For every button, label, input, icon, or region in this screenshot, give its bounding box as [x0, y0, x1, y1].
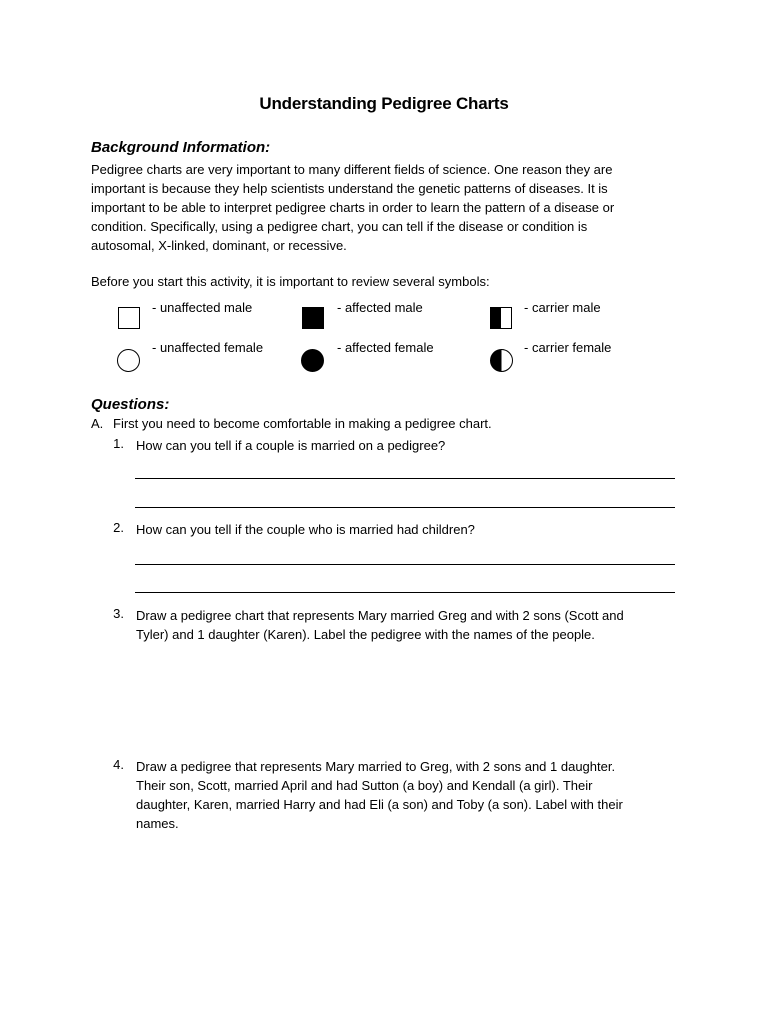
question-1-answer-line[interactable] [135, 507, 675, 508]
unaffected-male-label: - unaffected male [152, 300, 253, 315]
question-4-line: names. [136, 816, 179, 831]
background-line: important to be able to interpret pedigree charts in order to learn the pattern of a disease or [91, 200, 615, 215]
question-4-line: daughter, Karen, married Harry and had Eli (a son) and Toby (a son). Label with their [136, 797, 623, 812]
question-4-line: Their son, Scott, married April and had Sutton (a boy) and Kendall (a girl). Their [136, 778, 593, 793]
question-3-text [136, 606, 624, 644]
question-4-line: Draw a pedigree that represents Mary married to Greg, with 2 sons and 1 daughter. [136, 759, 616, 774]
question-3-line: Tyler) and 1 daughter (Karen). Label the pedigree with the names of the people. [136, 627, 595, 642]
affected-male-label: - affected male [337, 300, 423, 315]
affected-male-square-icon [302, 307, 324, 329]
carrier-female-circle-icon [490, 349, 513, 372]
question-2-line: How can you tell if the couple who is married had children? [136, 522, 475, 537]
question-1-text [136, 436, 445, 455]
background-line: important is because they help scientists understand the genetic patterns of diseases. It is [91, 181, 608, 196]
background-heading: Background Information: [91, 139, 271, 156]
question-2-text [136, 520, 475, 539]
question-3-line: Draw a pedigree chart that represents Mary married Greg and with 2 sons (Scott and [136, 608, 624, 623]
background-paragraph [91, 160, 671, 255]
question-2-answer-line[interactable] [135, 564, 675, 565]
carrier-male-label: - carrier male [524, 300, 601, 315]
question-4-text [136, 757, 623, 833]
unaffected-female-circle-icon [117, 349, 140, 372]
page-title: Understanding Pedigree Charts [259, 94, 509, 113]
background-line: Pedigree charts are very important to many different fields of science. One reason they are [91, 162, 613, 177]
affected-female-label: - affected female [337, 340, 434, 355]
background-line: condition. Specifically, using a pedigree chart, you can tell if the disease or condition is [91, 219, 588, 234]
questions-heading: Questions: [91, 396, 170, 413]
part-a-text: First you need to become comfortable in making a pedigree chart. [113, 416, 492, 431]
part-a-letter: A. [91, 416, 104, 431]
question-1-number: 1. [113, 436, 124, 451]
question-3-number: 3. [113, 606, 124, 621]
question-2-number: 2. [113, 520, 124, 535]
background-line: autosomal, X-linked, dominant, or recessive. [91, 238, 347, 253]
carrier-male-square-icon [490, 307, 512, 329]
affected-female-circle-icon [301, 349, 324, 372]
unaffected-female-label: - unaffected female [152, 340, 264, 355]
question-1-answer-line[interactable] [135, 478, 675, 479]
question-1-line: How can you tell if a couple is married on a pedigree? [136, 438, 446, 453]
carrier-female-label: - carrier female [524, 340, 612, 355]
question-2-answer-line[interactable] [135, 592, 675, 593]
unaffected-male-square-icon [118, 307, 140, 329]
symbols-intro: Before you start this activity, it is important to review several symbols: [91, 274, 490, 289]
question-4-number: 4. [113, 757, 124, 772]
